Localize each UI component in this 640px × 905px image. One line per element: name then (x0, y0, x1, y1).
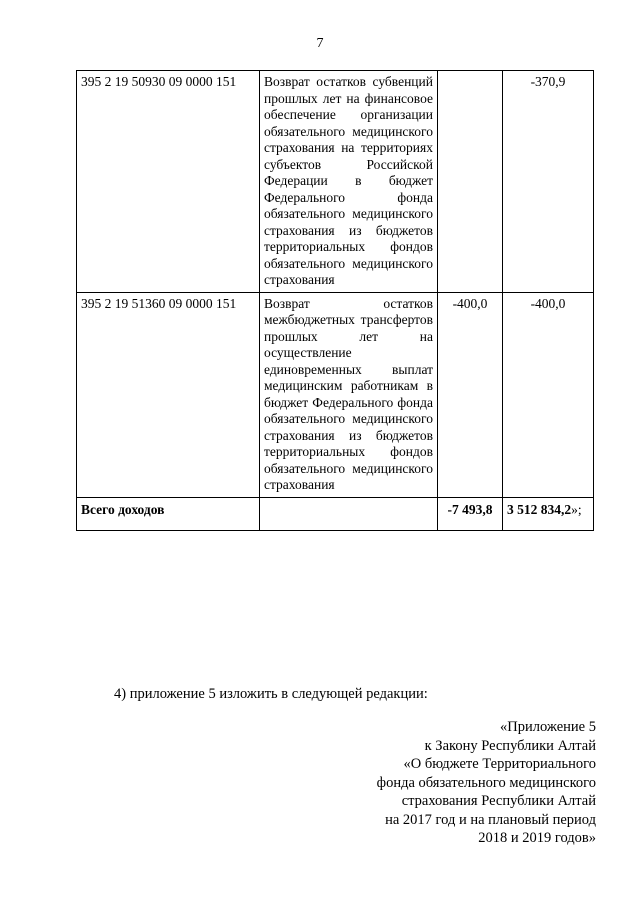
total-suffix: »; (571, 501, 582, 517)
description-cell: Возврат остатков субвенций прошлых лет на финансовое обеспечение организации обязательного медицинского страхования на территориях субъектов Российской Федерации в бюджет Федерального фонда обязательного медицинского страхования из бюджетов территориальных фондов обязательного медицинского страхования (260, 71, 438, 293)
total-description-cell (260, 497, 438, 531)
description-cell: Возврат остатков межбюджетных трансфертов прошлых лет на осуществление единовременных выплат медицинским работникам в бюджет Федерального фонда обязательного медицинского страхования из бюджетов территориальных фондов обязательного медицинского страхования (260, 292, 438, 497)
appendix-header (296, 718, 596, 848)
appendix-header-line: «О бюджете Территориального (403, 756, 596, 772)
value-2019-cell: -400,0 (503, 292, 594, 497)
budget-code-cell: 395 2 19 50930 09 0000 151 (77, 71, 260, 293)
appendix-header-line: «Приложение 5 (500, 719, 596, 735)
total-value-2019-cell (503, 497, 594, 531)
value-2018-cell: -400,0 (438, 292, 503, 497)
value-2018-cell (438, 71, 503, 293)
instruction-text: 4) приложение 5 изложить в следующей редакции: (114, 686, 428, 702)
page-number: 7 (316, 36, 324, 51)
revenue-table (76, 70, 594, 531)
appendix-header-line: к Закону Республики Алтай (424, 737, 596, 754)
appendix-header-line: 2018 и 2019 годов» (478, 830, 596, 846)
total-label: Всего доходов (77, 497, 260, 531)
table-row (77, 292, 594, 497)
table-row (77, 71, 594, 293)
appendix-header-line: страхования Республики Алтай (401, 793, 596, 809)
budget-code-cell: 395 2 19 51360 09 0000 151 (77, 292, 260, 497)
total-row (77, 497, 594, 531)
total-value-2018: -7 493,8 (438, 497, 503, 531)
appendix-header-line: фонда обязательного медицинского (376, 774, 596, 791)
value-2019-cell: -370,9 (503, 71, 594, 293)
appendix-header-line: на 2017 год и на плановый период (385, 811, 596, 828)
total-value-2019: 3 512 834,2 (507, 501, 572, 517)
